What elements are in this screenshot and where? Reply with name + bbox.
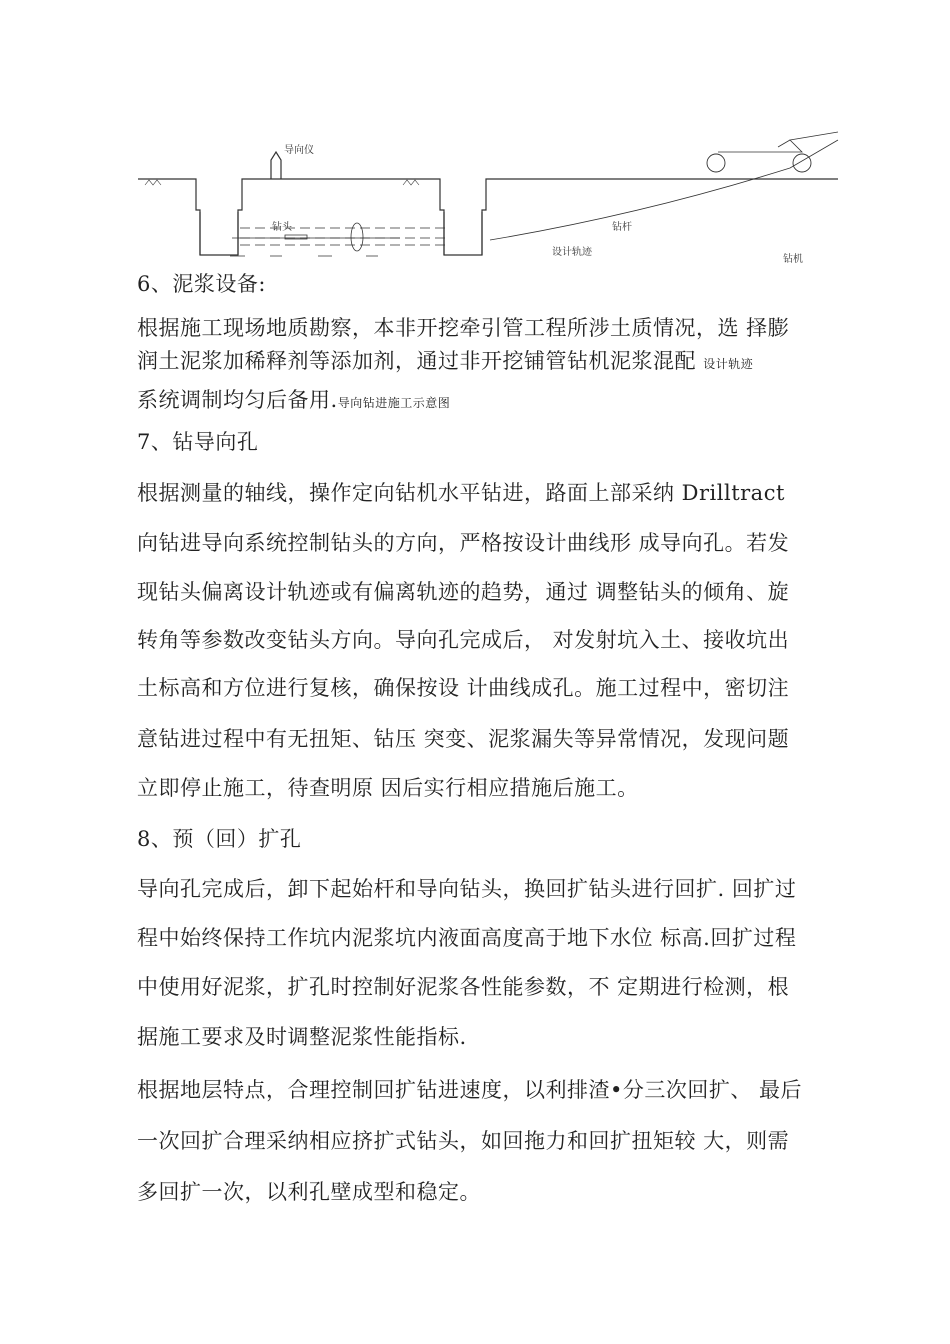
paragraph-line: 润土泥浆加稀释剂等添加剂，通过非开挖铺管钻机泥浆混配 设计轨迹	[137, 349, 754, 373]
paragraph-line: 多回扩一次，以利孔壁成型和稳定。	[137, 1180, 481, 1204]
label-guide: 导向仪	[284, 145, 314, 156]
heading-sec6: 6、泥浆设备:	[137, 272, 266, 296]
paragraph-line: 根据地层特点，合理控制回扩钻进速度，以利排渣•分三次回扩、 最后	[137, 1078, 803, 1102]
label-rig: 钻机	[783, 254, 803, 265]
paragraph-line: 程中始终保持工作坑内泥浆坑内液面高度高于地下水位 标高.回扩过程	[137, 926, 797, 950]
paragraph-line: 导向孔完成后，卸下起始杆和导向钻头，换回扩钻头进行回扩. 回扩过	[137, 877, 797, 901]
drilling-diagram	[0, 0, 950, 280]
paragraph-line: 意钻进过程中有无扭矩、钻压 突变、泥浆漏失等异常情况，发现问题	[137, 727, 790, 751]
paragraph-line: 根据测量的轴线，操作定向钻机水平钻进，路面上部采纳 Drilltract	[137, 481, 785, 505]
caption-track: 设计轨迹	[703, 357, 754, 371]
label-rod: 钻杆	[612, 222, 632, 233]
paragraph-line: 转角等参数改变钻头方向。导向孔完成后， 对发射坑入土、接收坑出	[137, 628, 790, 652]
heading-sec7: 7、钻导向孔	[137, 430, 259, 454]
paragraph-line: 现钻头偏离设计轨迹或有偏离轨迹的趋势，通过 调整钻头的倾角、旋	[137, 580, 790, 604]
figure-caption: 导向钻进施工示意图	[337, 396, 451, 410]
paragraph-line: 土标高和方位进行复核，确保按设 计曲线成孔。施工过程中，密切注	[137, 676, 790, 700]
paragraph-line: 向钻进导向系统控制钻头的方向，严格按设计曲线形 成导向孔。若发	[137, 531, 790, 555]
label-head: 钻头	[272, 222, 292, 233]
paragraph-line: 一次回扩合理采纳相应挤扩式钻头，如回拖力和回扩扭矩较 大，则需	[137, 1129, 790, 1153]
paragraph-line: 据施工要求及时调整泥浆性能指标.	[137, 1025, 467, 1049]
heading-sec8: 8、预（回）扩孔	[137, 827, 302, 851]
paragraph-line: 系统调制均匀后备用.导向钻进施工示意图	[137, 388, 451, 412]
paragraph-line: 立即停止施工，待查明原 因后实行相应措施后施工。	[137, 776, 639, 800]
paragraph-line: 中使用好泥浆，扩孔时控制好泥浆各性能参数，不 定期进行检测，根	[137, 975, 790, 999]
paragraph-line: 根据施工现场地质勘察，本非开挖牵引管工程所涉土质情况，选 择膨	[137, 316, 790, 340]
label-track: 设计轨迹	[552, 247, 592, 258]
